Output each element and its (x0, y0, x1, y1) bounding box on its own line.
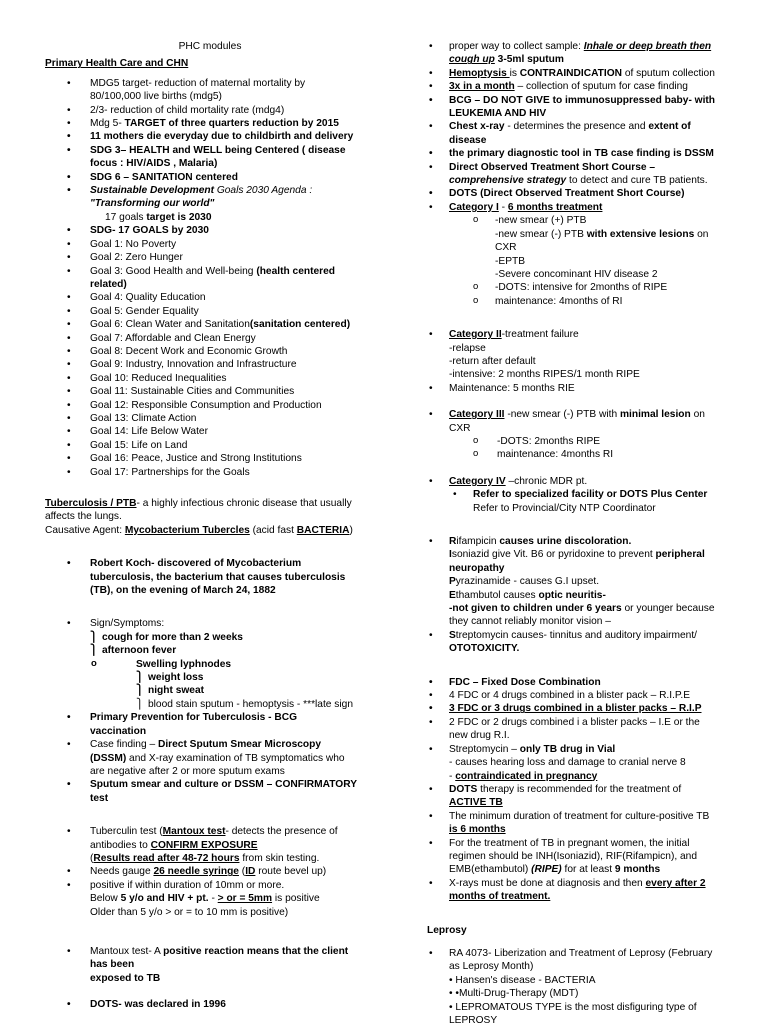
list-item: • DOTS therapy is recommended for the treatment of ACTIVE TB (427, 783, 727, 810)
list-item: • the primary diagnostic tool in TB case finding is DSSM (427, 147, 727, 160)
list-item: • SDG 3– HEALTH and WELL being Centered ( disease focus : HIV/AIDS , Malaria) (45, 144, 375, 171)
drug-list (427, 535, 727, 656)
list-item: • Goal 15: Life on Land (45, 439, 375, 452)
symptom-sub-list (45, 658, 375, 671)
list-item: • X-rays must be done at diagnosis and then every after 2 months of treatment. (427, 877, 727, 904)
cat1-sub-list (427, 214, 727, 308)
list-item: • Mantoux test- A positive reaction means that the client has been exposed to TB (45, 945, 375, 985)
list-item: o -DOTS: 2months RIPE (427, 435, 727, 448)
list-item: o Swelling lyphnodes (45, 658, 375, 671)
list-item: • Goal 2: Zero Hunger (45, 251, 375, 264)
list-item: • 11 mothers die everyday due to childbirth and delivery (45, 130, 375, 143)
list-item: o -DOTS: intensive for 2months of RIPE (427, 281, 727, 294)
list-item: o maintenance: 4months of RI (427, 295, 727, 308)
goals-list (45, 224, 375, 479)
list-item: • proper way to collect sample: Inhale or deep breath then cough up 3-5ml sputum (427, 40, 727, 67)
symptom-fever: ⎫ afternoon fever (90, 645, 177, 657)
cat4-sub-list (427, 488, 727, 515)
tb-heading-paragraph: Tuberculosis / PTB- a highly infectious chronic disease that usually affects the lungs. (45, 498, 352, 523)
cat3-sub-list (427, 435, 727, 462)
goals-target: 17 goals target is 2030 (105, 211, 212, 223)
list-item: • Goal 7: Affordable and Clean Energy (45, 332, 375, 345)
list-item: • BCG – DO NOT GIVE to immunosuppressed baby- with LEUKEMIA AND HIV (427, 94, 727, 121)
list-item: • SDG- 17 GOALS by 2030 (45, 224, 375, 237)
list-item: • 4 FDC or 4 drugs combined in a blister pack – R.I.P.E (427, 689, 727, 702)
list-item: • Case finding – Direct Sputum Smear Microscopy (DSSM) and X-ray examination of TB symptomatics who are negative after 2 or more sputum exams (45, 738, 375, 778)
list-item: • Category IV –chronic MDR pt. (427, 475, 727, 488)
list-item: • Goal 16: Peace, Justice and Strong Institutions (45, 452, 375, 465)
list-item: • Goal 13: Climate Action (45, 412, 375, 425)
left-column (45, 40, 375, 1012)
list-item: • Tuberculin test (Mantoux test- detects the presence of antibodies to CONFIRM EXPOSURE (Results read after 48-72 hours from skin testing. (45, 825, 375, 865)
list-item: • Direct Observed Treatment Short Course – comprehensive strategy to detect and cure TB patients. (427, 161, 727, 188)
list-item: • Streptomycin – only TB drug in Vial - causes hearing loss and damage to cranial nerve 8 - contraindicated in pregnancy (427, 743, 727, 783)
symptom-weight: ⎫ weight loss (136, 672, 204, 684)
list-item: • MDG5 target- reduction of maternal mortality by 80/100,000 live births (mdg5) (45, 77, 375, 104)
list-item: • Category II-treatment failure -relapse -return after default -intensive: 2 months RIPES/1 month RIPE (427, 328, 727, 382)
list-item: • Needs gauge 26 needle syringe (ID route bevel up) (45, 865, 375, 878)
list-item: • SDG 6 – SANITATION centered (45, 171, 375, 184)
list-item: o maintenance: 4months RI (427, 448, 727, 461)
cat3-list (427, 408, 727, 435)
tb-list-4 (45, 825, 375, 919)
page-title: PHC modules (178, 41, 242, 52)
list-item: • Goal 12: Responsible Consumption and Production (45, 399, 375, 412)
list-item: • For the treatment of TB in pregnant women, the initial regimen should be INH(Isoniazid), RIF(Rifampicn), and EMB(ethambutol) (RIPE) for at least 9 months (427, 837, 727, 877)
tb-list-6 (45, 998, 375, 1011)
list-item: • Goal 8: Decent Work and Economic Growth (45, 345, 375, 358)
causative-agent: Causative Agent: Mycobacterium Tubercles (acid fast BACTERIA) (45, 524, 353, 536)
cat2-list (427, 328, 727, 395)
list-item: • Goal 6: Clean Water and Sanitation(sanitation centered) (45, 318, 375, 331)
tb-list-1 (45, 557, 375, 597)
leprosy-list (427, 947, 727, 1027)
list-item: • The minimum duration of treatment for culture-positive TB is 6 months (427, 810, 727, 837)
list-item: • RA 4073- Liberization and Treatment of Leprosy (February as Leprosy Month) • Hansen's disease - BACTERIA • •Multi-Drug-Therapy (MDT) • LEPROMATOUS TYPE is the most disfiguring type of LEPROSY (427, 947, 727, 1027)
list-item: • Goal 17: Partnerships for the Goals (45, 466, 375, 479)
list-item: • Goal 14: Life Below Water (45, 425, 375, 438)
list-item: • Robert Koch- discovered of Mycobacterium tuberculosis, the bacterium that causes tuberculosis (TB), on the evening of March 24, 1882 (45, 557, 375, 597)
list-item: • Hemoptysis is CONTRAINDICATION of sputum collection (427, 67, 727, 80)
list-item: • Chest x-ray - determines the presence and extent of disease (427, 120, 727, 147)
list-item: • Goal 4: Quality Education (45, 291, 375, 304)
list-item: • Primary Prevention for Tuberculosis - BCG vaccination (45, 711, 375, 738)
symptom-blood: ⎫ blood stain sputum - hemoptysis - ***late sign (136, 698, 353, 710)
list-item: • Sputum smear and culture or DSSM – CONFIRMATORY test (45, 778, 375, 805)
list-item: • Mdg 5- TARGET of three quarters reduction by 2015 (45, 117, 375, 130)
list-item: • FDC – Fixed Dose Combination (427, 676, 727, 689)
tb-list-3 (45, 711, 375, 805)
symptom-cough: ⎫ cough for more than 2 weeks (90, 631, 243, 643)
list-item: • 3 FDC or 3 drugs combined in a blister packs – R.I.P (427, 702, 727, 715)
mdg-sdg-list (45, 77, 375, 211)
list-item: • Goal 1: No Poverty (45, 238, 375, 251)
list-item: • 2 FDC or 2 drugs combined i a blister packs – I.E or the new drug R.I. (427, 716, 727, 743)
list-item: o -new smear (+) PTB -new smear (-) PTB with extensive lesions on CXR -EPTB -Severe concominant HIV disease 2 (427, 214, 727, 281)
list-item: • positive if within duration of 10mm or more. Below 5 y/o and HIV + pt. - > or = 5mm is positive Older than 5 y/o > or = to 10 mm is positive) (45, 879, 375, 919)
list-item: • DOTS- was declared in 1996 (45, 998, 375, 1011)
fdc-list (427, 676, 727, 904)
section-heading-phc: Primary Health Care and CHN (45, 58, 189, 70)
list-item: • DOTS (Direct Observed Treatment Short Course) (427, 187, 727, 200)
leprosy-heading: Leprosy (427, 924, 467, 936)
list-item: • Rifampicin causes urine discoloration. Isoniazid give Vit. B6 or pyridoxine to prevent peripheral neuropathy Pyrazinamide - causes G.I upset. Ethambutol causes optic neuritis- -not given to children under 6 years or younger because they cannot reliably monitor vision – (427, 535, 727, 629)
list-item: • Goal 9: Industry, Innovation and Infrastructure (45, 358, 375, 371)
list-item: • Sign/Symptoms: (45, 617, 375, 630)
list-item: • Streptomycin causes- tinnitus and auditory impairment/ OTOTOXICITY. (427, 629, 727, 656)
symptom-night-sweat: ⎫ night sweat (136, 685, 205, 697)
list-item: • Refer to specialized facility or DOTS Plus Center Refer to Provincial/City NTP Coordinator (427, 488, 727, 515)
list-item: • Category I - 6 months treatment (427, 201, 727, 214)
sputum-list (427, 40, 727, 214)
list-item: • 2/3- reduction of child mortality rate (mdg4) (45, 104, 375, 117)
list-item: • Category III -new smear (-) PTB with minimal lesion on CXR (427, 408, 727, 435)
list-item: • 3x in a month – collection of sputum for case finding (427, 80, 727, 93)
list-item: • Goal 3: Good Health and Well-being (health centered related) (45, 265, 375, 292)
cat4-list (427, 475, 727, 488)
list-item: • Sustainable Development Goals 2030 Agenda : "Transforming our world" (45, 184, 375, 211)
list-item: • Goal 5: Gender Equality (45, 305, 375, 318)
right-column (427, 40, 727, 1027)
list-item: • Goal 11: Sustainable Cities and Communities (45, 385, 375, 398)
list-item: • Goal 10: Reduced Inequalities (45, 372, 375, 385)
list-item: • Maintenance: 5 months RIE (427, 382, 727, 395)
tb-list-5 (45, 945, 375, 985)
tb-list-2 (45, 617, 375, 630)
